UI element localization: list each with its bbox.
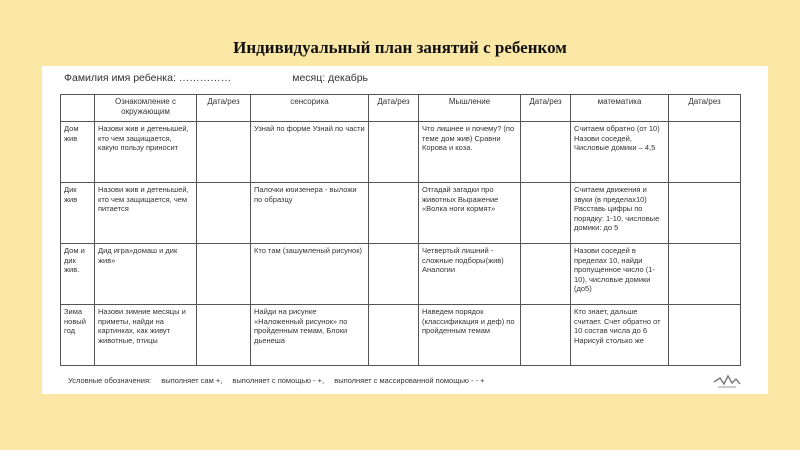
- column-header-date-result: Дата/рез: [669, 95, 741, 122]
- child-name-label: Фамилия имя ребенка: ……………: [64, 72, 232, 84]
- sensory-cell: Узнай по форме Узнай по части: [251, 122, 369, 183]
- table-row: [61, 244, 741, 305]
- thinking-cell: Наведем порядок (классификация и деф) по пройденным темам: [419, 305, 521, 366]
- date-result-cell: [669, 183, 741, 244]
- table-row: [61, 122, 741, 183]
- column-header-math: математика: [571, 95, 669, 122]
- legend-self: выполняет сам +,: [161, 376, 223, 385]
- date-result-cell: [197, 305, 251, 366]
- date-result-cell: [521, 122, 571, 183]
- scribble-mark-icon: [712, 372, 742, 390]
- thinking-cell: Что лишнее и почему? (по теме дом жив) Сравни Корова и коза.: [419, 122, 521, 183]
- environment-cell: Назови зимние месяцы и приметы, найди на картинках, как живут животные, птицы: [95, 305, 197, 366]
- environment-cell: Дид игра»домаш и дик жив»: [95, 244, 197, 305]
- column-header-thinking: Мышление: [419, 95, 521, 122]
- column-header-environment: Ознакомление с окружающим: [95, 95, 197, 122]
- math-cell: Считаем обратно (от 10) Назови соседей, Числовые домики – 4,5: [571, 122, 669, 183]
- scanned-document: [42, 66, 768, 394]
- lesson-plan-table: [60, 94, 741, 366]
- thinking-cell: Отгадай загадки про животных Выражение «Волка ноги кормят»: [419, 183, 521, 244]
- date-result-cell: [521, 305, 571, 366]
- table-row: [61, 183, 741, 244]
- date-result-cell: [197, 122, 251, 183]
- month-label: месяц: декабрь: [292, 72, 369, 84]
- theme-cell: Дик жив: [61, 183, 95, 244]
- theme-cell: Дом и дик жив.: [61, 244, 95, 305]
- environment-cell: Назови жив и детенышей, кто чем защищается, какую пользу приносит: [95, 122, 197, 183]
- table-header-row: [61, 95, 741, 122]
- math-cell: Назови соседей в пределах 10, найди пропущенное число (1-10), числовые домики (до5): [571, 244, 669, 305]
- sensory-cell: Найди на рисунке «Наложенный рисунок» по пройденным темам, Блоки дьенеша: [251, 305, 369, 366]
- sensory-cell: Кто там (зашумленый рисунок): [251, 244, 369, 305]
- theme-cell: Зима новый год: [61, 305, 95, 366]
- date-result-cell: [669, 244, 741, 305]
- sensory-cell: Палочки кюизенера - выложи по образцу: [251, 183, 369, 244]
- date-result-cell: [669, 122, 741, 183]
- legend-massive-help: выполняет с массированной помощью - - +: [334, 376, 485, 385]
- legend-label: Условные обозначения:: [68, 376, 152, 385]
- environment-cell: Назови жив и детенышей, кто чем защищается, чем питается: [95, 183, 197, 244]
- date-result-cell: [521, 183, 571, 244]
- date-result-cell: [369, 244, 419, 305]
- date-result-cell: [369, 305, 419, 366]
- column-header-date-result: Дата/рез: [521, 95, 571, 122]
- date-result-cell: [369, 122, 419, 183]
- date-result-cell: [369, 183, 419, 244]
- math-cell: Кто знает, дальше считает. Счет обратно от 10 состав числа до 6 Нарисуй столько же: [571, 305, 669, 366]
- column-header-date-result: Дата/рез: [197, 95, 251, 122]
- theme-cell: Дом жив: [61, 122, 95, 183]
- thinking-cell: Четвертый лишний - сложные подборы(жив) Аналогии: [419, 244, 521, 305]
- slide-title: Индивидуальный план занятий с ребенком: [233, 38, 567, 57]
- document-header: [64, 72, 368, 84]
- date-result-cell: [197, 244, 251, 305]
- column-header-sensory: сенсорика: [251, 95, 369, 122]
- date-result-cell: [669, 305, 741, 366]
- math-cell: Считаем движения и звуки (в пределах10) Расставь цифры по порядку: 1-10, числовые домики: до 5: [571, 183, 669, 244]
- legend: [68, 376, 493, 385]
- table-row: [61, 305, 741, 366]
- legend-help: выполняет с помощью - +,: [232, 376, 325, 385]
- date-result-cell: [197, 183, 251, 244]
- column-header-theme: [61, 95, 95, 122]
- column-header-date-result: Дата/рез: [369, 95, 419, 122]
- date-result-cell: [521, 244, 571, 305]
